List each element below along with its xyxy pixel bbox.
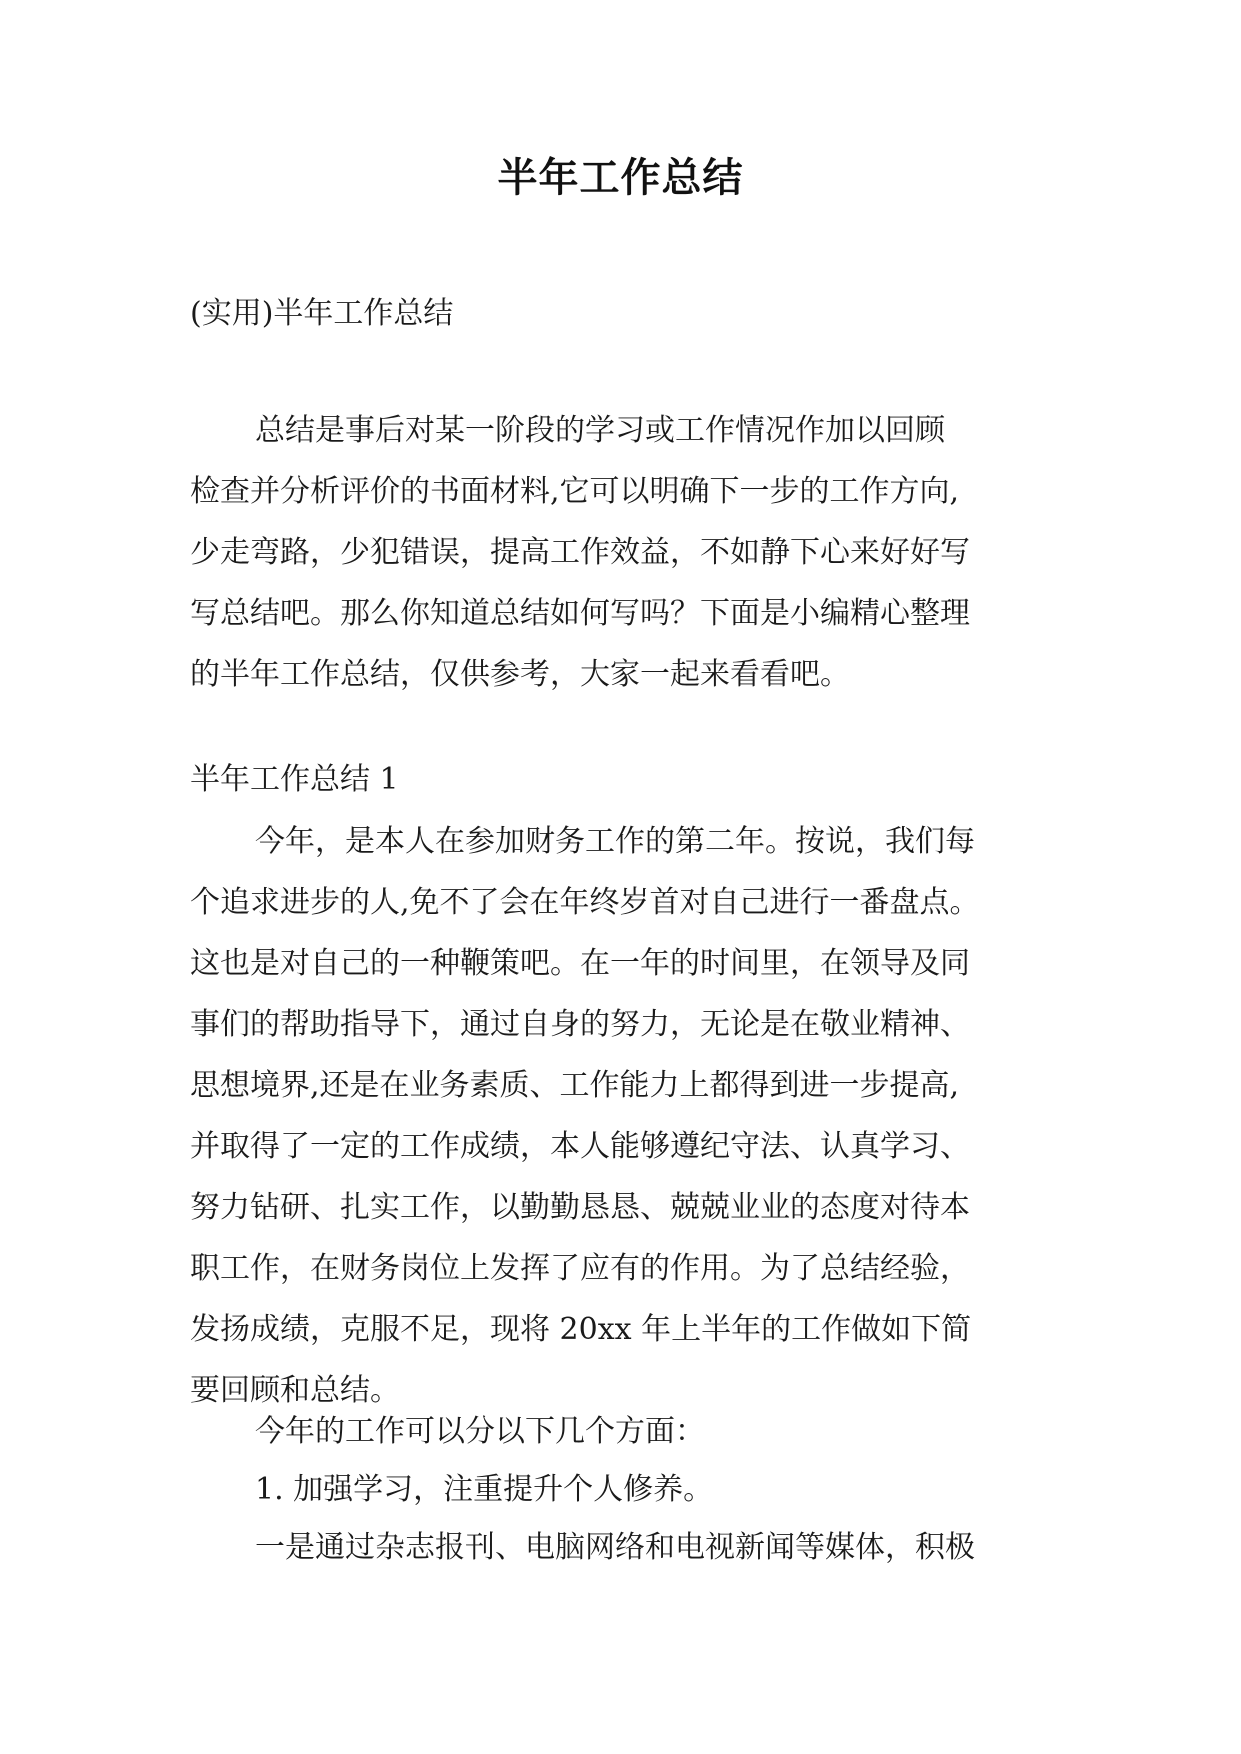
body-line: 事们的帮助指导下，通过自身的努力，无论是在敬业精神、: [190, 1007, 970, 1042]
intro-line: 写总结吧。那么你知道总结如何写吗？下面是小编精心整理: [190, 596, 970, 631]
point-1-line: 1. 加强学习，注重提升个人修养。: [255, 1472, 714, 1507]
intro-line: 少走弯路，少犯错误，提高工作效益，不如静下心来好好写: [190, 535, 970, 570]
aspects-paragraph: [190, 1401, 1050, 1462]
media-paragraph: [190, 1517, 1050, 1578]
aspects-line: 今年的工作可以分以下几个方面：: [255, 1414, 705, 1449]
document-subtitle: (实用)半年工作总结: [190, 296, 454, 331]
body-line: 思想境界,还是在业务素质、工作能力上都得到进一步提高,: [190, 1068, 960, 1103]
media-line: 一是通过杂志报刊、电脑网络和电视新闻等媒体，积极: [255, 1530, 975, 1565]
body-paragraph: [190, 811, 1050, 1421]
intro-line: 的半年工作总结，仅供参考，大家一起来看看吧。: [190, 657, 850, 692]
section-heading: 半年工作总结 1: [190, 762, 399, 797]
body-line: 今年，是本人在参加财务工作的第二年。按说，我们每: [255, 824, 975, 859]
point-1-paragraph: [190, 1459, 1050, 1520]
body-line: 努力钻研、扎实工作，以勤勤恳恳、兢兢业业的态度对待本: [190, 1190, 970, 1225]
body-line: 这也是对自己的一种鞭策吧。在一年的时间里，在领导及同: [190, 946, 970, 981]
body-line: 发扬成绩，克服不足，现将 20xx 年上半年的工作做如下简: [190, 1312, 972, 1347]
body-line: 个追求进步的人,免不了会在年终岁首对自己进行一番盘点。: [190, 885, 980, 920]
body-line: 职工作，在财务岗位上发挥了应有的作用。为了总结经验，: [190, 1251, 970, 1286]
document-title: 半年工作总结: [497, 154, 744, 201]
intro-line: 检查并分析评价的书面材料,它可以明确下一步的工作方向,: [190, 474, 960, 509]
intro-paragraph: [190, 400, 1050, 705]
intro-line: 总结是事后对某一阶段的学习或工作情况作加以回顾: [255, 413, 945, 448]
body-line: 要回顾和总结。: [190, 1373, 400, 1408]
body-line: 并取得了一定的工作成绩，本人能够遵纪守法、认真学习、: [190, 1129, 970, 1164]
